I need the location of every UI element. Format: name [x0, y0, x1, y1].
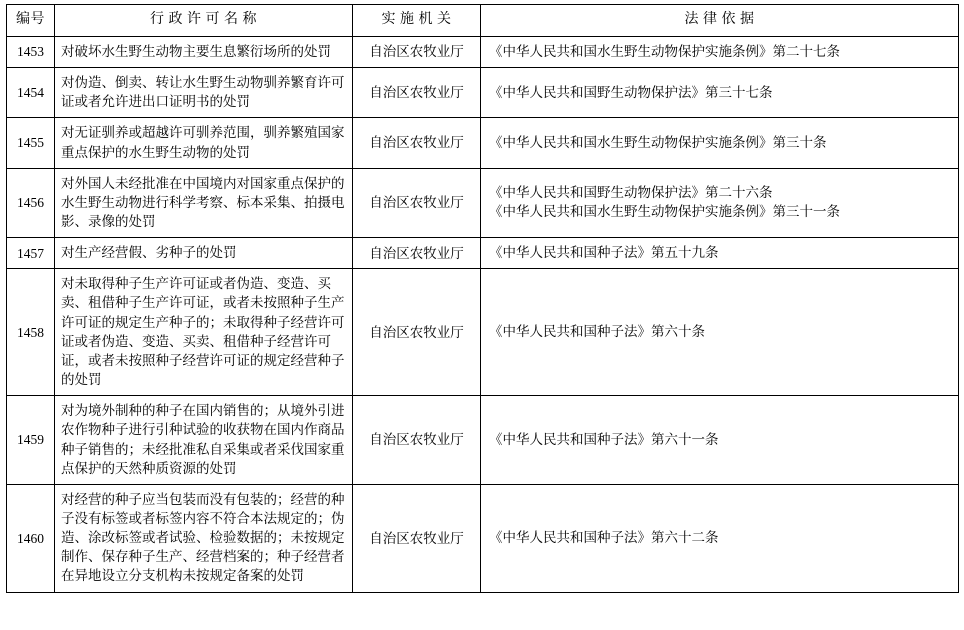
cell-agency: 自治区农牧业厅 [353, 168, 481, 237]
legal-basis-line: 《中华人民共和国水生野生动物保护实施条例》第二十七条 [489, 43, 840, 59]
administrative-permit-table [6, 4, 959, 593]
cell-legal-basis [481, 238, 959, 269]
column-header-agency: 实 施 机 关 [353, 5, 481, 37]
legal-basis-line: 《中华人民共和国野生动物保护法》第三十七条 [489, 84, 773, 100]
cell-agency: 自治区农牧业厅 [353, 269, 481, 396]
cell-agency: 自治区农牧业厅 [353, 68, 481, 118]
legal-basis-line: 《中华人民共和国种子法》第五十九条 [489, 245, 719, 261]
cell-permit-name: 对未取得种子生产许可证或者伪造、变造、买卖、租借种子生产许可证，或者未按照种子生产许可证的规定生产种子的；未取得种子经营许可证或者伪造、变造、买卖、租借种子经营许可证，或者未按照种子经营许可证的规定经营种子的处罚 [55, 269, 353, 396]
cell-agency: 自治区农牧业厅 [353, 118, 481, 168]
header-row [7, 5, 959, 37]
legal-basis-line: 《中华人民共和国种子法》第六十条 [489, 324, 705, 340]
cell-permit-name: 对无证驯养或超越许可驯养范围，驯养繁殖国家重点保护的水生野生动物的处罚 [55, 118, 353, 168]
legal-basis-line: 《中华人民共和国水生野生动物保护实施条例》第三十一条 [489, 204, 840, 220]
cell-agency: 自治区农牧业厅 [353, 484, 481, 592]
table-row [7, 36, 959, 67]
cell-legal-basis [481, 396, 959, 485]
cell-agency: 自治区农牧业厅 [353, 36, 481, 67]
cell-permit-name: 对伪造、倒卖、转让水生野生动物驯养繁育许可证或者允许进出口证明书的处罚 [55, 68, 353, 118]
table-row [7, 238, 959, 269]
legal-basis-line: 《中华人民共和国水生野生动物保护实施条例》第三十条 [489, 134, 827, 150]
cell-legal-basis [481, 269, 959, 396]
cell-legal-basis [481, 168, 959, 237]
table-row [7, 396, 959, 485]
cell-id: 1457 [7, 238, 55, 269]
cell-id: 1453 [7, 36, 55, 67]
cell-permit-name: 对生产经营假、劣种子的处罚 [55, 238, 353, 269]
table-row [7, 484, 959, 592]
column-header-basis: 法 律 依 据 [481, 5, 959, 37]
cell-legal-basis [481, 68, 959, 118]
cell-legal-basis [481, 118, 959, 168]
cell-permit-name: 对破坏水生野生动物主要生息繁衍场所的处罚 [55, 36, 353, 67]
cell-id: 1455 [7, 118, 55, 168]
cell-legal-basis [481, 36, 959, 67]
cell-agency: 自治区农牧业厅 [353, 396, 481, 485]
table-row [7, 68, 959, 118]
cell-id: 1456 [7, 168, 55, 237]
cell-permit-name: 对外国人未经批准在中国境内对国家重点保护的水生野生动物进行科学考察、标本采集、拍摄电影、录像的处罚 [55, 168, 353, 237]
cell-permit-name: 对经营的种子应当包装而没有包装的；经营的种子没有标签或者标签内容不符合本法规定的；伪造、涂改标签或者试验、检验数据的；未按规定制作、保存种子生产、经营档案的；种子经营者在异地设立分支机构未按规定备案的处罚 [55, 484, 353, 592]
cell-legal-basis [481, 484, 959, 592]
table-row [7, 118, 959, 168]
cell-id: 1458 [7, 269, 55, 396]
cell-id: 1460 [7, 484, 55, 592]
table-header [7, 5, 959, 37]
cell-agency: 自治区农牧业厅 [353, 238, 481, 269]
cell-id: 1454 [7, 68, 55, 118]
cell-permit-name: 对为境外制种的种子在国内销售的；从境外引进农作物种子进行引种试验的收获物在国内作商品种子销售的；未经批准私自采集或者采伐国家重点保护的天然种质资源的处罚 [55, 396, 353, 485]
table-row [7, 168, 959, 237]
column-header-name: 行 政 许 可 名 称 [55, 5, 353, 37]
cell-id: 1459 [7, 396, 55, 485]
table-row [7, 269, 959, 396]
column-header-id: 编号 [7, 5, 55, 37]
table-body [7, 36, 959, 592]
legal-basis-line: 《中华人民共和国野生动物保护法》第二十六条 [489, 185, 773, 201]
legal-basis-line: 《中华人民共和国种子法》第六十一条 [489, 431, 719, 447]
legal-basis-line: 《中华人民共和国种子法》第六十二条 [489, 530, 719, 546]
